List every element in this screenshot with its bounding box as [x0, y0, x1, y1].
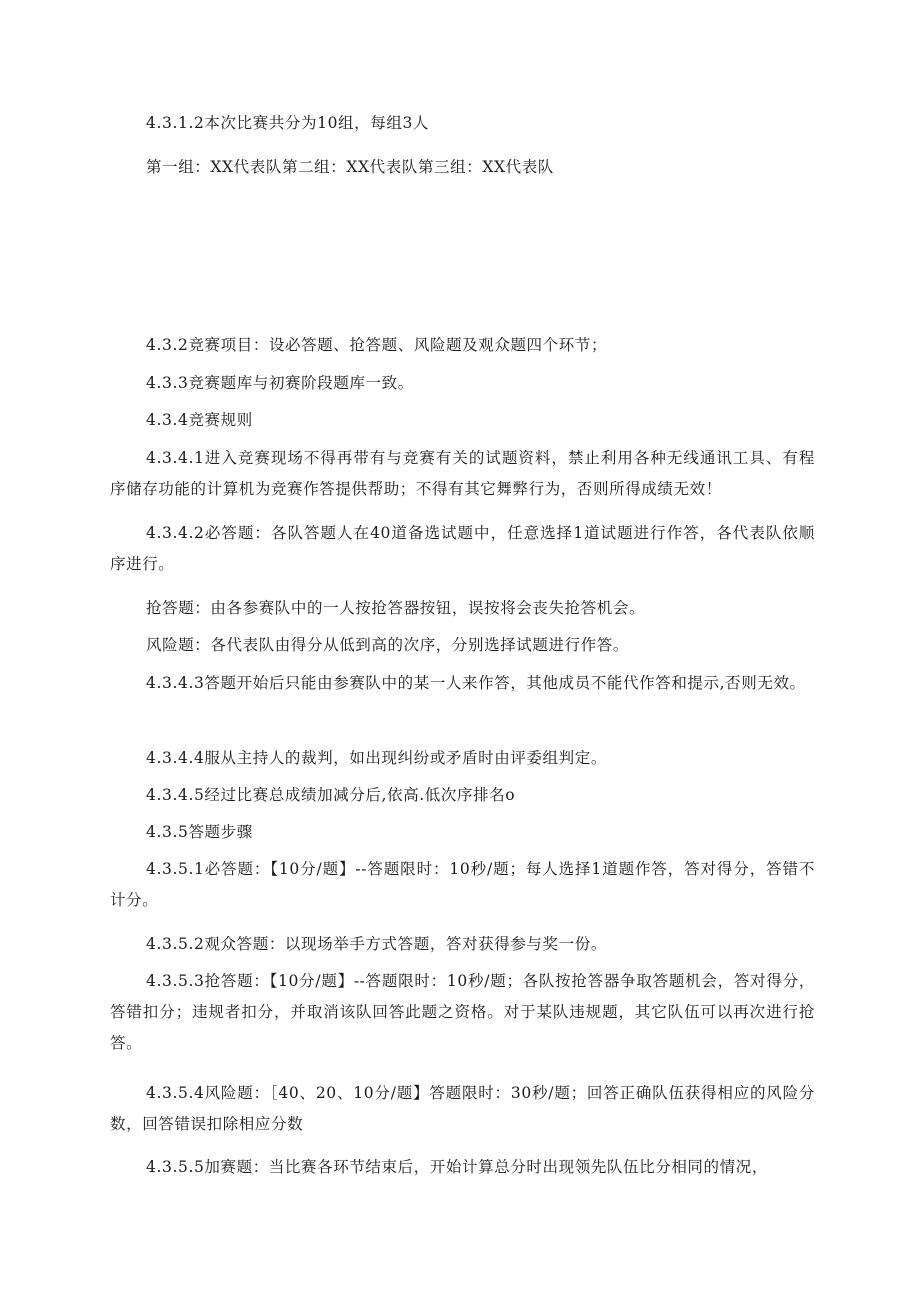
- paragraph-4-3-4-3: 4.3.4.3答题开始后只能由参赛队中的某一人来作答，其他成员不能代作答和提示,否则无效。: [146, 674, 806, 692]
- paragraph-4-3-5-2: 4.3.5.2观众答题：以现场举手方式答题，答对获得参与奖一份。: [146, 935, 607, 953]
- paragraph-group-list: 第一组：XX代表队第二组：XX代表队第三组：XX代表队: [146, 158, 554, 176]
- paragraph-4-3-3: 4.3.3竞赛题库与初赛阶段题库一致。: [146, 374, 414, 392]
- paragraph-4-3-5-3: 4.3.5.3抢答题：【10分/题】--答题限时：10秒/题；各队按抢答器争取答题机会，答对得分，答错扣分；违规者扣分，并取消该队回答此题之资格。对于某队违规题，其它队伍可以再次进行抢答。: [110, 972, 815, 1052]
- paragraph-4-3-5-4: 4.3.5.4风险题：［40、20、10分/题】答题限时：30秒/题；回答正确队伍获得相应的风险分数，回答错误扣除相应分数: [110, 1084, 815, 1133]
- paragraph-4-3-4: 4.3.4竞赛规则: [146, 411, 253, 429]
- paragraph-qiangda-rule: 抢答题：由各参赛队中的一人按抢答器按钮，误按将会丧失抢答机会。: [146, 599, 646, 617]
- paragraph-4-3-4-2: 4.3.4.2必答题：各队答题人在40道备选试题中，任意选择1道试题进行作答，各代表队依顺序进行。: [110, 524, 815, 573]
- paragraph-4-3-5-5: 4.3.5.5加赛题：当比赛各环节结束后，开始计算总分时出现领先队伍比分相同的情况，: [146, 1158, 768, 1176]
- paragraph-4-3-2: 4.3.2竞赛项目：设必答题、抢答题、风险题及观众题四个环节；: [146, 336, 608, 354]
- paragraph-fengxian-rule: 风险题：各代表队由得分从低到高的次序，分别选择试题进行作答。: [146, 636, 630, 654]
- paragraph-4-3-4-1: 4.3.4.1进入竞赛现场不得再带有与竞赛有关的试题资料，禁止利用各种无线通讯工具、有程序储存功能的计算机为竞赛作答提供帮助；不得有其它舞弊行为，否则所得成绩无效！: [110, 449, 815, 498]
- paragraph-4-3-5-1: 4.3.5.1必答题：【10分/题】--答题限时：10秒/题；每人选择1道题作答，答对得分，答错不计分。: [110, 860, 815, 909]
- paragraph-4-3-1-2: 4.3.1.2本次比赛共分为10组，每组3人: [146, 114, 430, 132]
- paragraph-4-3-4-4: 4.3.4.4服从主持人的裁判，如出现纠纷或矛盾时由评委组判定。: [146, 749, 607, 767]
- paragraph-4-3-4-5: 4.3.4.5经过比赛总成绩加减分后,依高.低次序排名o: [146, 786, 516, 804]
- paragraph-4-3-5: 4.3.5答题步骤: [146, 823, 253, 841]
